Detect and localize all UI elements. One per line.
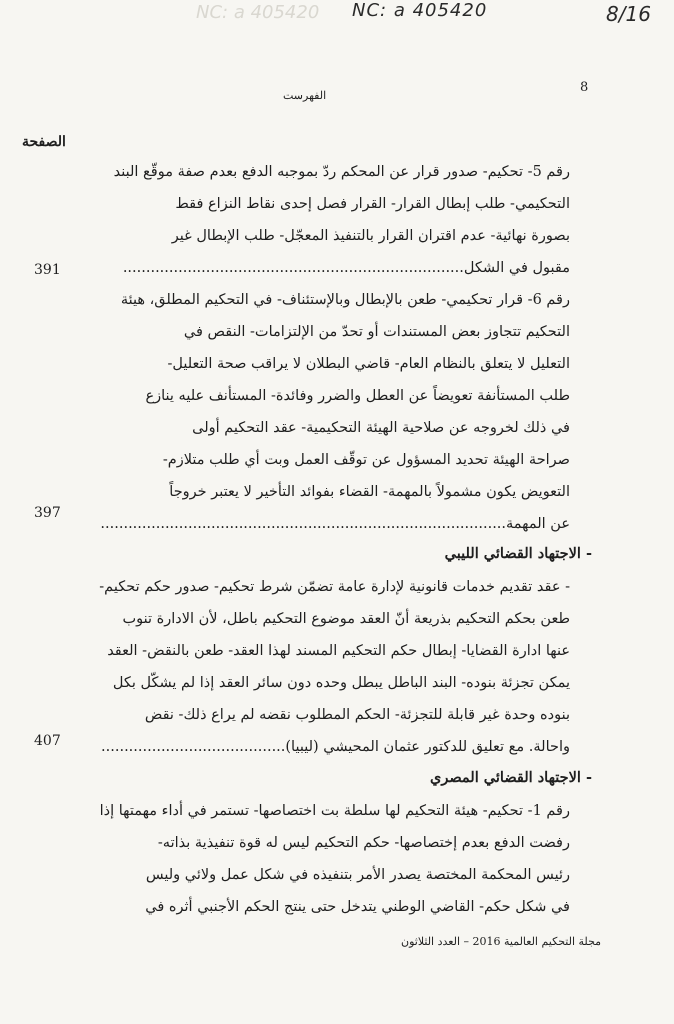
entry-line: بنوده وحدة غير قابلة للتجزئة- الحكم المطلوب نقضه لم يراع ذلك- نقض — [144, 707, 570, 723]
bleed-through-mark: NC: a 405420 — [196, 2, 320, 23]
entry-line: رقم 5- تحكيم- صدور قرار عن المحكم ردّ بموجبه الدفع بعدم صفة موقّع البند — [113, 164, 570, 180]
entry-page-number: 407 — [34, 733, 61, 749]
entry-line: في ذلك لخروجه عن صلاحية الهيئة التحكيمية- عقد التحكيم أولى — [192, 420, 570, 436]
entry-line: عنها ادارة القضايا- إبطال حكم التحكيم المسند لهذا العقد- طعن بالنقض- العقد — [107, 643, 570, 659]
entry-line: رقم 1- تحكيم- هيئة التحكيم لها سلطة بت اختصاصها- تستمر في أداء مهمتها إذا — [99, 803, 570, 819]
page-number: 8 — [580, 80, 589, 95]
section-heading-egyptian: - الاجتهاد القضائي المصري — [429, 769, 592, 786]
entry-line: طعن بحكم التحكيم بذريعة أنّ العقد موضوع التحكيم باطل، لأن الادارة تنوب — [122, 611, 570, 627]
entry-page-number: 397 — [34, 505, 61, 521]
journal-footer: مجلة التحكيم العالمية 2016 – العدد الثلاثون — [401, 935, 602, 948]
entry-line: في شكل حكم- القاضي الوطني يتدخل حتى ينتج الحكم الأجنبي أثره في — [145, 899, 570, 915]
entry-line: بصورة نهائية- عدم اقتران القرار بالتنفيذ المعجّل- طلب الإبطال غير — [171, 228, 570, 244]
entry-line: رفضت الدفع بعدم إختصاصها- حكم التحكيم ليس له قوة تنفيذية بذاته- — [157, 835, 570, 851]
entry-line: صراحة الهيئة تحديد المسؤول عن توقّف العمل وبت أي طلب متلازم- — [162, 452, 570, 468]
entry-line: التحكيمي- طلب إبطال القرار- القرار فصل إحدى نقاط النزاع فقط — [175, 196, 570, 212]
entry-line: التعليل لا يتعلق بالنظام العام- قاضي البطلان لا يراقب صحة التعليل- — [167, 356, 570, 372]
entry-line: عن المهمة........................................................................................ — [100, 516, 570, 532]
entry-line: - عقد تقديم خدمات قانونية لإدارة عامة تضمّن شرط تحكيم- صدور حكم تحكيم- — [99, 579, 570, 595]
entry-line: التحكيم تتجاوز بعض المستندات أو تحدّ من الإلتزامات- النقص في — [183, 324, 570, 340]
entry-line: مقبول في الشكل.......................................................................... — [122, 260, 570, 276]
entry-line: رقم 6- قرار تحكيمي- طعن بالإبطال وبالإستئناف- في التحكيم المطلق، هيئة — [120, 292, 570, 308]
page-column-heading: الصفحة — [22, 134, 66, 150]
entry-line: التعويض يكون مشمولاً بالمهمة- القضاء بفوائد التأخير لا يعتبر خروجاً — [169, 484, 570, 500]
entry-line: طلب المستأنفة تعويضاً عن العطل والضرر وفائدة- المستأنف عليه ينازع — [145, 388, 570, 404]
handwritten-reference: NC: a 405420 — [352, 0, 488, 21]
entry-line: واحالة. مع تعليق للدكتور عثمان المحيشي (ليبيا)........................................ — [101, 739, 570, 755]
entry-page-number: 391 — [34, 262, 61, 278]
handwritten-fraction: 8/16 — [606, 2, 651, 26]
running-title: الفهرست — [283, 89, 327, 102]
entry-line: يمكن تجزئة بنوده- البند الباطل يبطل وحده دون سائر العقد إذا لم يشكّل بكل — [112, 675, 570, 691]
entry-line: رئيس المحكمة المختصة يصدر الأمر بتنفيذه في شكل عمل ولائي وليس — [145, 867, 570, 883]
section-heading-libyan: - الاجتهاد القضائي الليبي — [444, 545, 592, 562]
